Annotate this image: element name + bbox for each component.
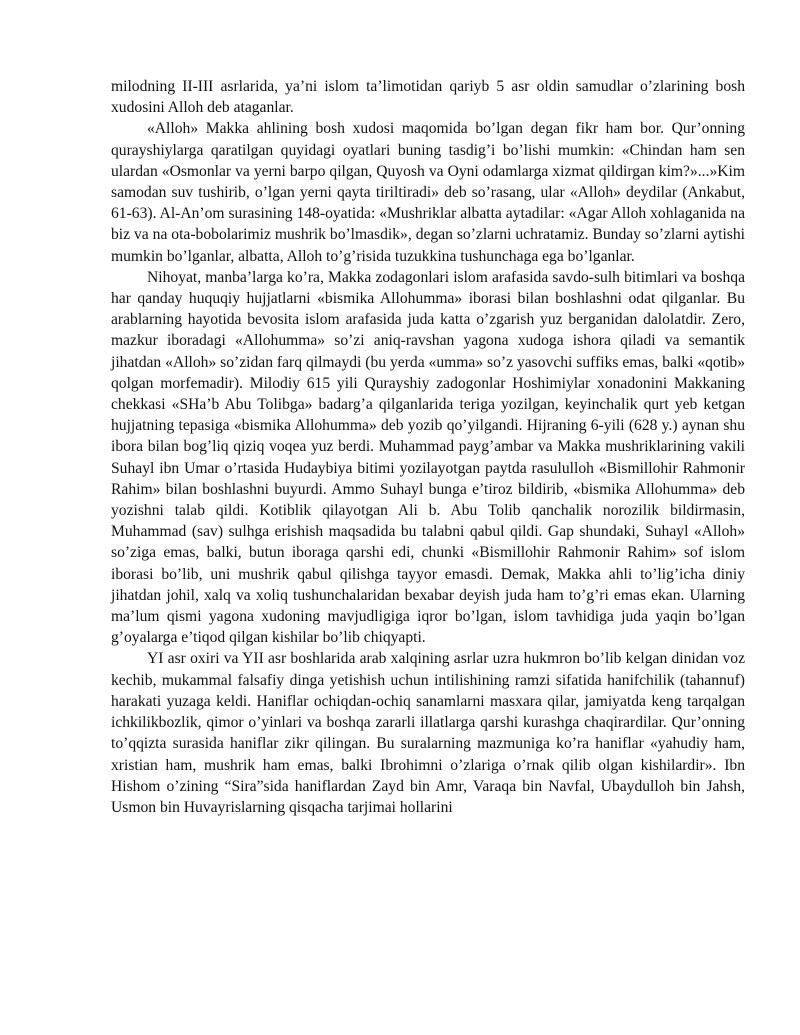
- paragraph-hanifchilik: YI asr oxiri va YII asr boshlarida arab xalqining asrlar uzra hukmron bo’lib kelgan dinidan voz kechib, mukammal falsafiy dinga yetishish uchun intilishining ramzi sifatida hanifchilik (tahannuf) harakati yuzaga keldi. Haniflar ochiqdan-ochiq sanamlarni masxara qilar, jamiyatda keng tarqalgan ichkilikbozlik, qimor o’yinlari va boshqa zararli illatlarga qarshi kurashga chaqirardilar. Qur’onning to’qqizta surasida haniflar zikr qilingan. Bu suralarning mazmuniga ko’ra haniflar «yahudiy ham, xristian ham, mushrik ham emas, balki Ibrohimni o’zlariga o’rnak qilib olgan kishilardir». Ibn Hishom o’zining “Sira”sida haniflardan Zayd bin Amr, Varaqa bin Navfal, Ubaydulloh bin Jahsh, Usmon bin Huvayrislarning qisqacha tarjimai hollarini: [111, 650, 745, 816]
- paragraph-alloh-makka: «Alloh» Makka ahlining bosh xudosi maqomida bo’lgan degan fikr ham bor. Qur’onning qurayshiylarga qaratilgan quyidagi oyatlari buning tasdig’i bo’lishi mumkin: «Chindan ham sen ulardan «Osmonlar va yerni barpo qilgan, Quyosh va Oyni odamlarga xizmat qildirgan kim?»...»Kim samodan suv tushirib, o’lgan yerni qayta tiriltiradi» deb so’rasang, ular «Alloh» deydilar (Ankabut, 61-63). Al-An’om surasining 148-oyatida: «Mushriklar albatta aytadilar: «Agar Alloh xohlaganida na biz va na ota-bobolarimiz mushrik bo’lmasdik», degan so’zlarni uchratamiz. Bunday so’zlarni aytishi mumkin bo’lganlar, albatta, Alloh to’g’risida tuzukkina tushunchaga ega bo’lganlar.: [111, 120, 745, 265]
- document-page: [111, 76, 745, 818]
- paragraph-continuation: milodning II-III asrlarida, ya’ni islom ta’limotidan qariyb 5 asr oldin samudlar o’zlarining bosh xudosini Alloh deb ataganlar.: [111, 78, 745, 117]
- paragraph-bismika-allohumma: Nihoyat, manba’larga ko’ra, Makka zodagonlari islom arafasida savdo-sulh bitimlari va boshqa har qanday huquqiy hujjatlarni «bismika Allohumma» iborasi bilan boshlashni odat qilganlar. Bu arablarning hayotida bevosita islom arafasida juda katta o’zgarish yuz berganidan dalolatdir. Zero, mazkur iboradagi «Allohumma» so’zi aniq-ravshan yagona xudoga ishora qiladi va semantik jihatdan «Alloh» so’zidan farq qilmaydi (bu yerda «umma» so’z yasovchi suffiks emas, balki «qotib» qolgan morfemadir). Milodiy 615 yili Qurayshiy zadogonlar Hoshimiylar xonadonini Makkaning chekkasi «SHa’b Abu Tolibga» badarg’a qilganlarida teriga yozilgan, keyinchalik qurt yeb ketgan hujjatning tepasiga «bismika Allohumma» deb yozib qo’yilgandi. Hijraning 6-yili (628 y.) aynan shu ibora bilan bog’liq qiziq voqea yuz berdi. Muhammad payg’ambar va Makka mushriklarining vakili Suhayl ibn Umar o’rtasida Hudaybiya bitimi yozilayotgan paytda rasululloh «Bismillohir Rahmonir Rahim» bilan boshlashni buyurdi. Ammo Suhayl bunga e’tiroz bildirib, «bismika Allohumma» deb yozishni talab qildi. Kotiblik qilayotgan Ali b. Abu Tolib qanchalik norozilik bildirmasin, Muhammad (sav) sulhga erishish maqsadida bu talabni qabul qildi. Gap shundaki, Suhayl «Alloh» so’ziga emas, balki, butun iboraga qarshi edi, chunki «Bismillohir Rahmonir Rahim» sof islom iborasi bo’lib, uni mushrik qabul qilishga tayyor emasdi. Demak, Makka ahli to’lig’icha diniy jihatdan johil, xalq va xoliq tushunchalaridan bexabar deyish juda ham to’g’ri emas ekan. Ularning ma’lum qismi yagona xudoning mavjudligiga iqror bo’lgan, islom tavhidiga juda yaqin bo’lgan g’oyalarga e’tiqod qilgan kishilar bo’lib chiqyapti.: [111, 268, 745, 647]
